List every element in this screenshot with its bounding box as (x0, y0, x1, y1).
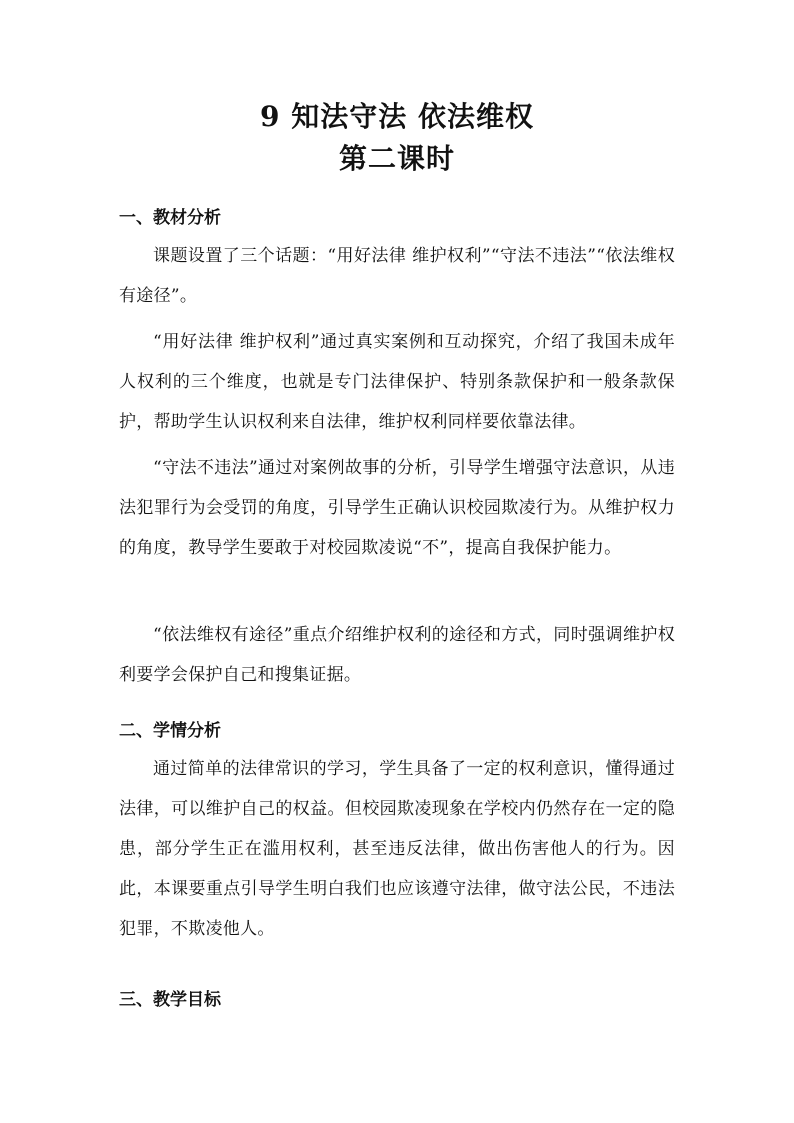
paragraph: “用好法律 维护权利”通过真实案例和互动探究，介绍了我国未成年人权利的三个维度，也就是专门法律保护、特别条款保护和一般条款保护，帮助学生认识权利来自法律，维护权利同样要依靠法律。 (119, 332, 675, 432)
document-title: 9 知法守法 依法维权 (260, 100, 534, 133)
section-heading-textbook-analysis: 一、教材分析 (119, 208, 221, 228)
paragraph: “守法不违法”通过对案例故事的分析，引导学生增强守法意识，从违法犯罪行为会受罚的角度，引导学生正确认识校园欺凌行为。从维护权力的角度，教导学生要敢于对校园欺凌说“不”，提高自我保护能力。 (119, 458, 675, 558)
paragraph: “依法维权有途径”重点介绍维护权利的途径和方式，同时强调维护权利要学会保护自己和搜集证据。 (119, 625, 675, 685)
section-heading-learner-analysis: 二、学情分析 (119, 721, 221, 741)
paragraph: 课题设置了三个话题：“用好法律 维护权利”“守法不违法”“依法维权有途径”。 (119, 246, 675, 306)
paragraph: 通过简单的法律常识的学习，学生具备了一定的权利意识，懂得通过法律，可以维护自己的权益。但校园欺凌现象在学校内仍然存在一定的隐患，部分学生正在滥用权利，甚至违反法律，做出伤害他人的行为。因此，本课要重点引导学生明白我们也应该遵守法律，做守法公民，不违法犯罪，不欺凌他人。 (119, 759, 675, 939)
section-heading-teaching-goals: 三、教学目标 (119, 990, 221, 1010)
document-subtitle: 第二课时 (338, 142, 455, 175)
